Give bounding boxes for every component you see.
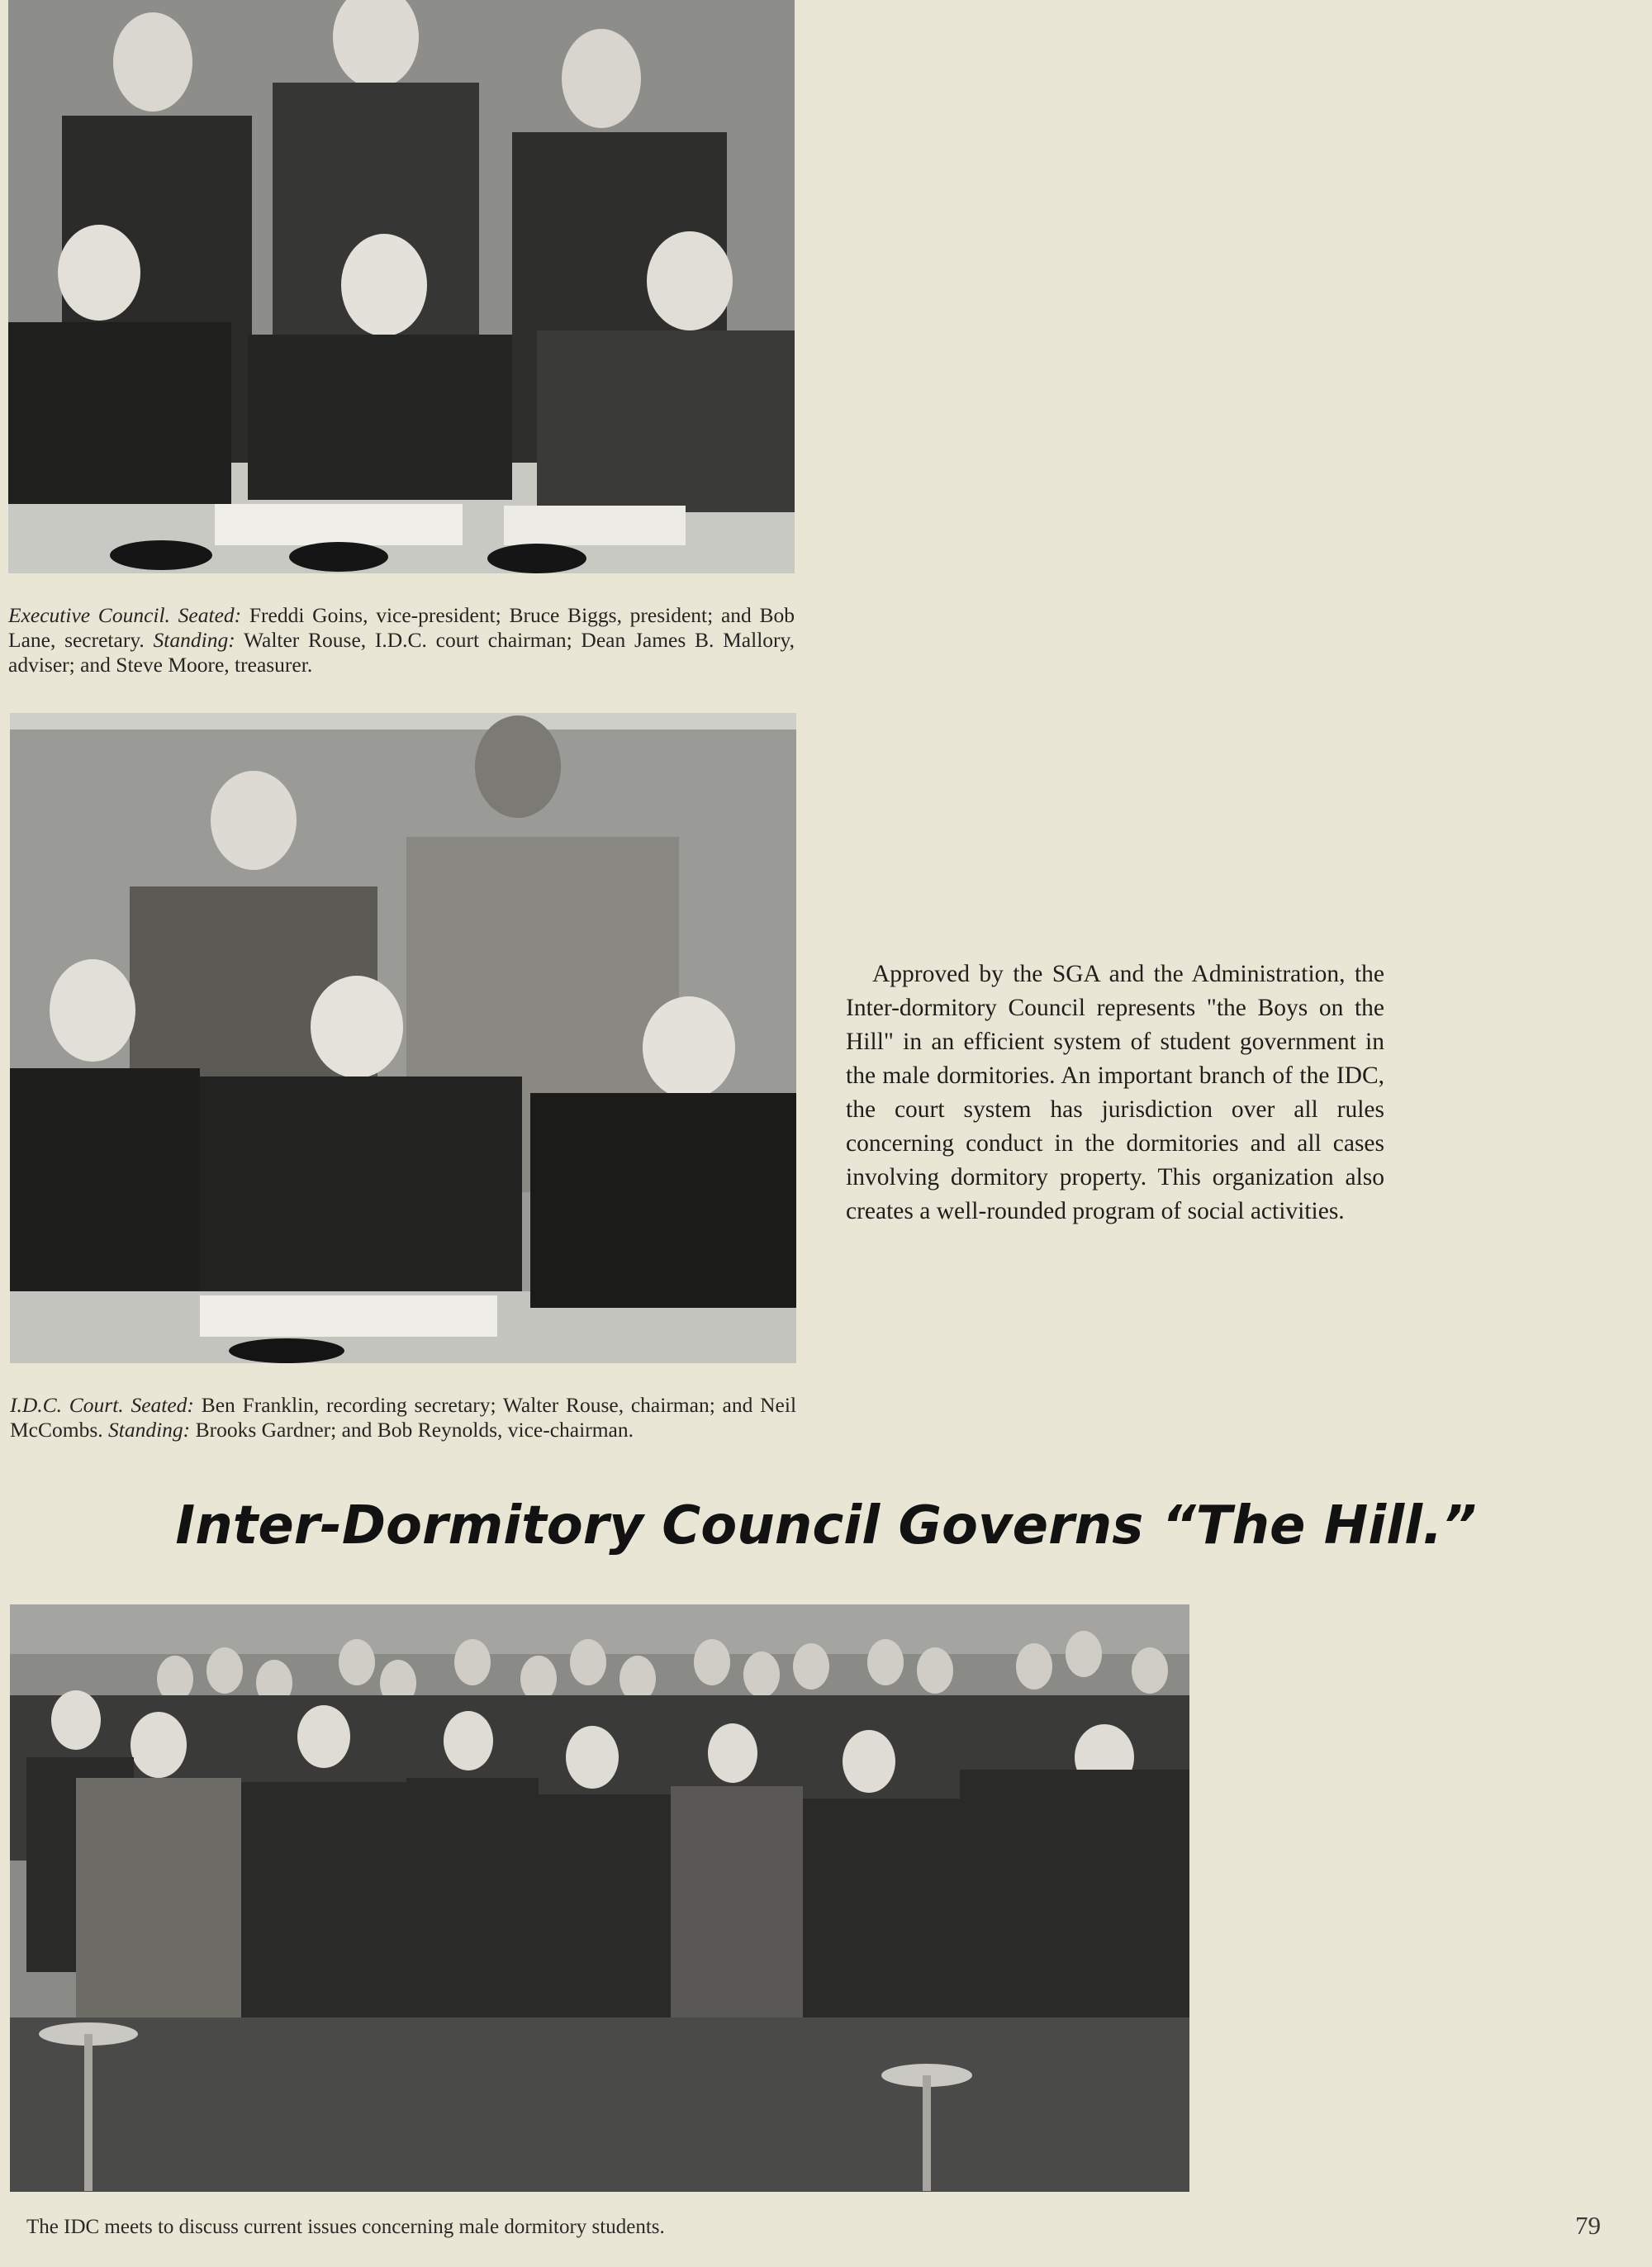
caption-standing-label: Standing: (108, 1418, 191, 1442)
caption-group-name: I.D.C. Court. (10, 1393, 124, 1417)
caption-seated-label: Seated: (131, 1393, 194, 1417)
caption-seated-text: Ben Franklin, recording secretary; Walter Rouse, chairman; and Neil McCombs. (10, 1393, 797, 1442)
article-body (846, 958, 1384, 1229)
caption-standing-label: Standing: (153, 628, 235, 652)
caption-seated-label: Seated: (178, 603, 242, 627)
idc-court-caption (10, 1393, 796, 1442)
idc-court-photo (10, 713, 796, 1363)
idc-meeting-photo (10, 1604, 1189, 2192)
page-number: 79 (1575, 2211, 1601, 2240)
executive-council-photo (8, 0, 795, 573)
executive-council-caption (8, 603, 795, 677)
caption-group-name: Executive Council. (8, 603, 170, 627)
bottom-caption: The IDC meets to discuss current issues concerning male dormitory students. (26, 2216, 665, 2238)
caption-standing-text: Walter Rouse, I.D.C. court chairman; Dean James B. Mallory, adviser; and Steve Moore, treasurer. (8, 628, 795, 677)
caption-seated-text: Freddi Goins, vice-president; Bruce Biggs, president; and Bob Lane, secretary. (8, 603, 795, 652)
caption-standing-text: Brooks Gardner; and Bob Reynolds, vice-chairman. (195, 1418, 634, 1442)
headline: Inter-Dormitory Council Governs “The Hill.” (175, 1495, 1477, 1556)
article-paragraph: Approved by the SGA and the Administration, the Inter-dormitory Council represents "the Boys on the Hill" in an efficient system of student government in the male dormitories. An important branch of the IDC, the court system has jurisdiction over all rules concerning conduct in the dormitories and all cases involving dormitory property. This organization also creates a well-rounded program of social activities. (846, 961, 1384, 1224)
